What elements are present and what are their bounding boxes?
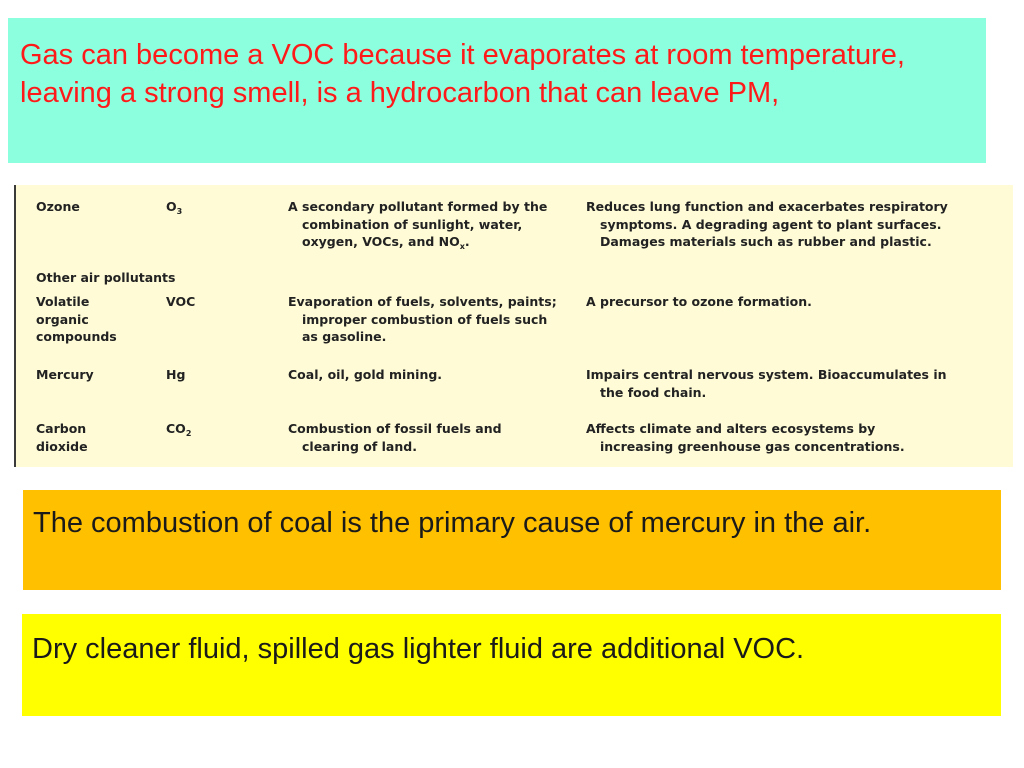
voc-source: Evaporation of fuels, solvents, paints; improper combustion of fuels such as gasoline. — [288, 294, 557, 344]
mercury-formula: Hg — [166, 367, 186, 382]
mercury-coal-note-text: The combustion of coal is the primary cause of mercury in the air. — [33, 507, 872, 539]
ozone-effects: Reduces lung function and exacerbates respiratory symptoms. A degrading agent to plant surfaces. Damages materials such as rubber and plastic. — [586, 199, 948, 249]
mercury-coal-note — [23, 490, 1001, 590]
co2-formula-base: CO — [166, 421, 186, 436]
voc-formula: VOC — [166, 294, 196, 309]
co2-source: Combustion of fossil fuels and clearing of land. — [288, 421, 502, 454]
mercury-name: Mercury — [36, 367, 94, 382]
voc-name: Volatile organic compounds — [36, 294, 117, 344]
section-heading: Other air pollutants — [36, 270, 176, 285]
co2-formula-sub: 2 — [185, 429, 192, 438]
ozone-source-text: A secondary pollutant formed by the combination of sunlight, water, oxygen, VOCs, and NO — [288, 199, 548, 249]
co2-name: Carbon dioxide — [36, 421, 88, 454]
ozone-source — [288, 198, 582, 256]
co2-effects: Affects climate and alters ecosystems by increasing greenhouse gas concentrations. — [586, 421, 905, 454]
ozone-source-end: . — [464, 234, 470, 249]
ozone-name: Ozone — [36, 199, 80, 214]
voc-gas-note — [8, 18, 986, 163]
mercury-effects: Impairs central nervous system. Bioaccumulates in the food chain. — [586, 367, 947, 400]
voc-effects: A precursor to ozone formation. — [586, 294, 812, 309]
co2-formula — [166, 420, 276, 443]
ozone-formula-sub: 3 — [176, 207, 183, 216]
additional-voc-note — [22, 614, 1001, 716]
ozone-source-sub: x — [459, 242, 465, 251]
mercury-source: Coal, oil, gold mining. — [288, 367, 443, 382]
voc-gas-note-text: Gas can become a VOC because it evaporates at room temperature, leaving a strong smell, is a hydrocarbon that can leave PM, — [20, 39, 905, 109]
ozone-formula-base: O — [166, 199, 177, 214]
air-pollutants-table — [14, 185, 1013, 467]
ozone-formula — [166, 198, 276, 221]
additional-voc-note-text: Dry cleaner fluid, spilled gas lighter fluid are additional VOC. — [32, 633, 805, 665]
